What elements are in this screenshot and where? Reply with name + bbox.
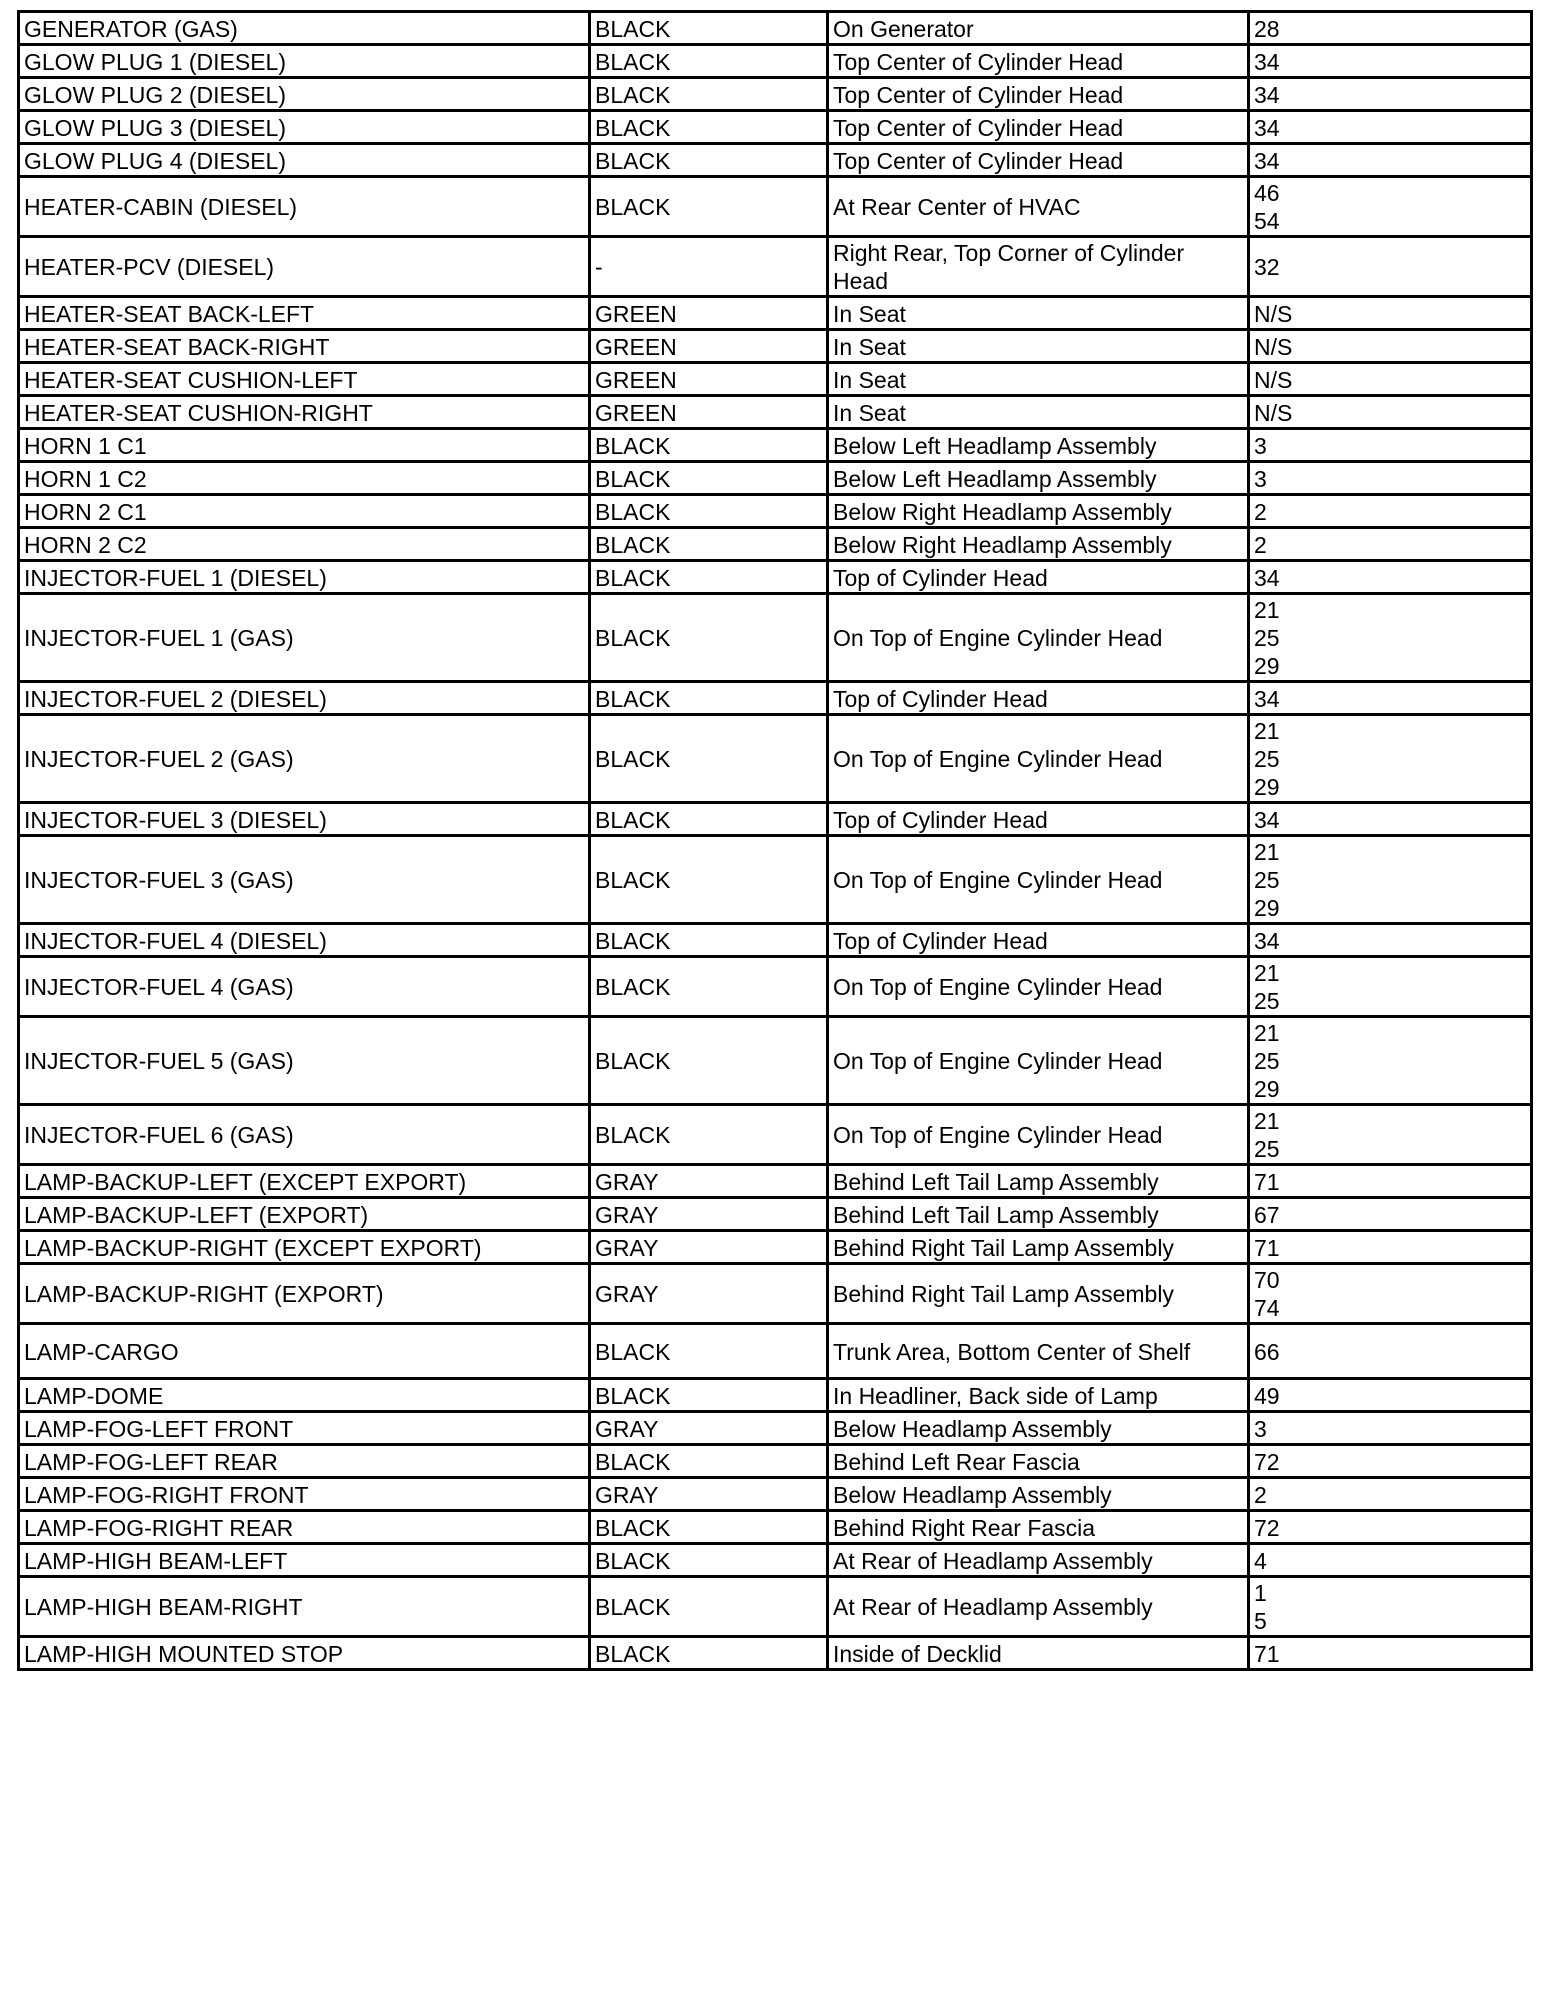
locator-cell <box>1249 12 1532 45</box>
locator-cell <box>1249 1511 1532 1544</box>
locator-cell <box>1249 45 1532 78</box>
connector-color-cell: BLACK <box>590 1544 828 1577</box>
table-row <box>19 462 1532 495</box>
component-cell: INJECTOR-FUEL 3 (DIESEL) <box>19 803 590 836</box>
table-row <box>19 12 1532 45</box>
connector-color-cell: GRAY <box>590 1165 828 1198</box>
location-cell: On Top of Engine Cylinder Head <box>828 1105 1249 1165</box>
connector-color-cell: BLACK <box>590 495 828 528</box>
location-cell: Top Center of Cylinder Head <box>828 144 1249 177</box>
component-cell: INJECTOR-FUEL 3 (GAS) <box>19 836 590 924</box>
locator-cell <box>1249 924 1532 957</box>
connector-color-cell: BLACK <box>590 1577 828 1637</box>
locator-value: 1 <box>1254 1580 1267 1606</box>
connector-color-cell: GREEN <box>590 396 828 429</box>
table-row <box>19 1198 1532 1231</box>
locator-value: 29 <box>1254 895 1280 921</box>
locator-value: 46 <box>1254 180 1280 206</box>
component-cell: GLOW PLUG 4 (DIESEL) <box>19 144 590 177</box>
table-row <box>19 111 1532 144</box>
connector-color-cell: BLACK <box>590 1637 828 1670</box>
location-cell: On Top of Engine Cylinder Head <box>828 836 1249 924</box>
table-row <box>19 1379 1532 1412</box>
locator-value: 34 <box>1254 81 1280 108</box>
location-cell: Below Headlamp Assembly <box>828 1478 1249 1511</box>
locator-value: 2 <box>1254 498 1267 525</box>
component-cell: GENERATOR (GAS) <box>19 12 590 45</box>
component-cell: HEATER-PCV (DIESEL) <box>19 237 590 297</box>
connector-color-cell: GRAY <box>590 1198 828 1231</box>
connector-color-cell: BLACK <box>590 682 828 715</box>
component-cell: INJECTOR-FUEL 2 (GAS) <box>19 715 590 803</box>
location-cell: Right Rear, Top Corner of Cylinder Head <box>828 237 1249 297</box>
locator-cell <box>1249 111 1532 144</box>
connector-location-table <box>17 10 1533 1671</box>
component-cell: INJECTOR-FUEL 1 (DIESEL) <box>19 561 590 594</box>
locator-cell <box>1249 1544 1532 1577</box>
component-cell: LAMP-FOG-LEFT REAR <box>19 1445 590 1478</box>
connector-color-cell: BLACK <box>590 1105 828 1165</box>
connector-color-cell: GRAY <box>590 1264 828 1324</box>
connector-color-cell: BLACK <box>590 462 828 495</box>
locator-cell <box>1249 528 1532 561</box>
component-cell: INJECTOR-FUEL 1 (GAS) <box>19 594 590 682</box>
component-cell: LAMP-CARGO <box>19 1324 590 1379</box>
table-row <box>19 836 1532 924</box>
locator-cell <box>1249 1231 1532 1264</box>
locator-cell <box>1249 715 1532 803</box>
component-cell: LAMP-FOG-LEFT FRONT <box>19 1412 590 1445</box>
locator-cell <box>1249 1264 1532 1324</box>
locator-value: 34 <box>1254 564 1280 591</box>
locator-value: 21 <box>1254 1020 1280 1046</box>
table-row <box>19 924 1532 957</box>
table-row <box>19 1264 1532 1324</box>
connector-color-cell: BLACK <box>590 803 828 836</box>
location-cell: At Rear Center of HVAC <box>828 177 1249 237</box>
connector-color-cell: BLACK <box>590 1511 828 1544</box>
locator-cell <box>1249 1412 1532 1445</box>
component-cell: INJECTOR-FUEL 4 (GAS) <box>19 957 590 1017</box>
connector-color-cell: BLACK <box>590 144 828 177</box>
locator-value: 5 <box>1254 1608 1267 1634</box>
locator-cell <box>1249 1165 1532 1198</box>
locator-value: 29 <box>1254 653 1280 679</box>
location-cell: Top Center of Cylinder Head <box>828 45 1249 78</box>
component-cell: LAMP-HIGH MOUNTED STOP <box>19 1637 590 1670</box>
table-row <box>19 297 1532 330</box>
table-row <box>19 957 1532 1017</box>
component-cell: GLOW PLUG 3 (DIESEL) <box>19 111 590 144</box>
locator-value: 21 <box>1254 960 1280 986</box>
connector-color-cell: - <box>590 237 828 297</box>
table-row <box>19 45 1532 78</box>
connector-color-cell: GREEN <box>590 363 828 396</box>
component-cell: HEATER-SEAT BACK-LEFT <box>19 297 590 330</box>
table-row <box>19 363 1532 396</box>
table-row <box>19 1544 1532 1577</box>
connector-color-cell: GRAY <box>590 1412 828 1445</box>
locator-cell <box>1249 594 1532 682</box>
location-cell: In Seat <box>828 330 1249 363</box>
table-row <box>19 1324 1532 1379</box>
locator-value: 2 <box>1254 1481 1267 1508</box>
component-cell: LAMP-HIGH BEAM-RIGHT <box>19 1577 590 1637</box>
component-cell: HORN 1 C2 <box>19 462 590 495</box>
table-row <box>19 1017 1532 1105</box>
locator-value: 25 <box>1254 867 1280 893</box>
locator-cell <box>1249 462 1532 495</box>
locator-cell <box>1249 495 1532 528</box>
locator-value: 49 <box>1254 1382 1280 1409</box>
locator-value: 66 <box>1254 1338 1280 1365</box>
location-cell: Behind Left Rear Fascia <box>828 1445 1249 1478</box>
locator-value: 29 <box>1254 1076 1280 1102</box>
connector-color-cell: BLACK <box>590 594 828 682</box>
connector-color-cell: BLACK <box>590 1379 828 1412</box>
connector-color-cell: BLACK <box>590 528 828 561</box>
locator-value: 34 <box>1254 927 1280 954</box>
locator-cell <box>1249 396 1532 429</box>
location-cell: Below Left Headlamp Assembly <box>828 429 1249 462</box>
connector-color-cell: GRAY <box>590 1478 828 1511</box>
location-cell: Top Center of Cylinder Head <box>828 78 1249 111</box>
location-cell: On Generator <box>828 12 1249 45</box>
locator-value: 21 <box>1254 597 1280 623</box>
locator-value: N/S <box>1254 300 1293 327</box>
locator-value: 21 <box>1254 718 1280 744</box>
locator-cell <box>1249 237 1532 297</box>
table-row <box>19 177 1532 237</box>
location-cell: In Seat <box>828 363 1249 396</box>
locator-value: 70 <box>1254 1267 1280 1293</box>
table-row <box>19 1231 1532 1264</box>
component-cell: HORN 2 C1 <box>19 495 590 528</box>
connector-color-cell: GREEN <box>590 330 828 363</box>
locator-cell <box>1249 297 1532 330</box>
table-row <box>19 1511 1532 1544</box>
connector-color-cell: BLACK <box>590 715 828 803</box>
component-cell: GLOW PLUG 1 (DIESEL) <box>19 45 590 78</box>
table-row <box>19 330 1532 363</box>
locator-value: 34 <box>1254 48 1280 75</box>
location-cell: At Rear of Headlamp Assembly <box>828 1544 1249 1577</box>
locator-value: 71 <box>1254 1168 1280 1195</box>
locator-cell <box>1249 429 1532 462</box>
locator-value: 74 <box>1254 1295 1280 1321</box>
table-row <box>19 594 1532 682</box>
table-body <box>19 12 1532 1670</box>
component-cell: INJECTOR-FUEL 6 (GAS) <box>19 1105 590 1165</box>
locator-cell <box>1249 363 1532 396</box>
table-row <box>19 1637 1532 1670</box>
component-cell: HORN 1 C1 <box>19 429 590 462</box>
locator-value: 25 <box>1254 1048 1280 1074</box>
locator-value: 28 <box>1254 15 1280 42</box>
locator-value: 72 <box>1254 1514 1280 1541</box>
locator-value: 34 <box>1254 114 1280 141</box>
component-cell: LAMP-HIGH BEAM-LEFT <box>19 1544 590 1577</box>
locator-value: 29 <box>1254 774 1280 800</box>
locator-value: 32 <box>1254 254 1280 280</box>
component-cell: INJECTOR-FUEL 2 (DIESEL) <box>19 682 590 715</box>
table-row <box>19 715 1532 803</box>
location-cell: Below Headlamp Assembly <box>828 1412 1249 1445</box>
locator-value: 25 <box>1254 988 1280 1014</box>
locator-cell <box>1249 1324 1532 1379</box>
table-row <box>19 1105 1532 1165</box>
component-cell: INJECTOR-FUEL 5 (GAS) <box>19 1017 590 1105</box>
locator-value: 25 <box>1254 1136 1280 1162</box>
locator-value: 71 <box>1254 1640 1280 1667</box>
component-cell: HEATER-SEAT CUSHION-RIGHT <box>19 396 590 429</box>
location-cell: Top Center of Cylinder Head <box>828 111 1249 144</box>
location-cell: In Seat <box>828 396 1249 429</box>
location-cell: On Top of Engine Cylinder Head <box>828 1017 1249 1105</box>
component-cell: LAMP-BACKUP-RIGHT (EXPORT) <box>19 1264 590 1324</box>
location-cell: Below Right Headlamp Assembly <box>828 495 1249 528</box>
table-row <box>19 1165 1532 1198</box>
location-cell: Behind Right Tail Lamp Assembly <box>828 1264 1249 1324</box>
table-row <box>19 561 1532 594</box>
location-cell: Behind Left Tail Lamp Assembly <box>828 1198 1249 1231</box>
location-cell: In Seat <box>828 297 1249 330</box>
locator-value: 3 <box>1254 432 1267 459</box>
locator-cell <box>1249 561 1532 594</box>
component-cell: INJECTOR-FUEL 4 (DIESEL) <box>19 924 590 957</box>
component-cell: HEATER-SEAT BACK-RIGHT <box>19 330 590 363</box>
table-row <box>19 144 1532 177</box>
location-cell: Top of Cylinder Head <box>828 924 1249 957</box>
connector-color-cell: BLACK <box>590 12 828 45</box>
location-cell: Trunk Area, Bottom Center of Shelf <box>828 1324 1249 1379</box>
locator-cell <box>1249 1379 1532 1412</box>
connector-color-cell: BLACK <box>590 924 828 957</box>
locator-value: N/S <box>1254 333 1293 360</box>
location-cell: Top of Cylinder Head <box>828 682 1249 715</box>
locator-value: 21 <box>1254 839 1280 865</box>
location-cell: On Top of Engine Cylinder Head <box>828 957 1249 1017</box>
locator-cell <box>1249 330 1532 363</box>
component-cell: HEATER-CABIN (DIESEL) <box>19 177 590 237</box>
locator-value: 71 <box>1254 1234 1280 1261</box>
locator-cell <box>1249 1445 1532 1478</box>
connector-color-cell: GRAY <box>590 1231 828 1264</box>
locator-cell <box>1249 836 1532 924</box>
connector-color-cell: BLACK <box>590 78 828 111</box>
component-cell: LAMP-DOME <box>19 1379 590 1412</box>
location-cell: Behind Right Tail Lamp Assembly <box>828 1231 1249 1264</box>
component-cell: GLOW PLUG 2 (DIESEL) <box>19 78 590 111</box>
component-cell: HORN 2 C2 <box>19 528 590 561</box>
location-cell: On Top of Engine Cylinder Head <box>828 715 1249 803</box>
component-cell: LAMP-BACKUP-LEFT (EXCEPT EXPORT) <box>19 1165 590 1198</box>
location-cell: In Headliner, Back side of Lamp <box>828 1379 1249 1412</box>
table-row <box>19 1577 1532 1637</box>
location-cell: Top of Cylinder Head <box>828 803 1249 836</box>
table-row <box>19 429 1532 462</box>
location-cell: Top of Cylinder Head <box>828 561 1249 594</box>
locator-cell <box>1249 144 1532 177</box>
locator-value: 34 <box>1254 685 1280 712</box>
table-row <box>19 396 1532 429</box>
connector-color-cell: BLACK <box>590 957 828 1017</box>
location-cell: Behind Right Rear Fascia <box>828 1511 1249 1544</box>
location-cell: At Rear of Headlamp Assembly <box>828 1577 1249 1637</box>
locator-cell <box>1249 1478 1532 1511</box>
locator-value: 2 <box>1254 531 1267 558</box>
connector-color-cell: BLACK <box>590 561 828 594</box>
table-row <box>19 78 1532 111</box>
component-cell: LAMP-FOG-RIGHT REAR <box>19 1511 590 1544</box>
connector-color-cell: BLACK <box>590 45 828 78</box>
locator-value: 54 <box>1254 208 1280 234</box>
locator-cell <box>1249 1637 1532 1670</box>
locator-value: 67 <box>1254 1201 1280 1228</box>
location-cell: Inside of Decklid <box>828 1637 1249 1670</box>
connector-color-cell: BLACK <box>590 1017 828 1105</box>
connector-color-cell: BLACK <box>590 177 828 237</box>
locator-value: 72 <box>1254 1448 1280 1475</box>
table-row <box>19 1412 1532 1445</box>
component-cell: LAMP-BACKUP-RIGHT (EXCEPT EXPORT) <box>19 1231 590 1264</box>
table-row <box>19 528 1532 561</box>
locator-cell <box>1249 1105 1532 1165</box>
locator-value: 34 <box>1254 806 1280 833</box>
table-row <box>19 237 1532 297</box>
location-cell: Behind Left Tail Lamp Assembly <box>828 1165 1249 1198</box>
table-row <box>19 1478 1532 1511</box>
locator-value: N/S <box>1254 399 1293 426</box>
locator-cell <box>1249 1198 1532 1231</box>
locator-value: 4 <box>1254 1547 1267 1574</box>
locator-cell <box>1249 803 1532 836</box>
locator-value: 21 <box>1254 1108 1280 1134</box>
locator-cell <box>1249 177 1532 237</box>
location-cell: Below Left Headlamp Assembly <box>828 462 1249 495</box>
locator-value: 25 <box>1254 746 1280 772</box>
connector-color-cell: BLACK <box>590 1445 828 1478</box>
locator-cell <box>1249 1577 1532 1637</box>
table-row <box>19 682 1532 715</box>
connector-color-cell: BLACK <box>590 111 828 144</box>
locator-value: 3 <box>1254 1415 1267 1442</box>
locator-value: 34 <box>1254 147 1280 174</box>
location-cell: Below Right Headlamp Assembly <box>828 528 1249 561</box>
locator-cell <box>1249 957 1532 1017</box>
locator-value: N/S <box>1254 366 1293 393</box>
connector-color-cell: BLACK <box>590 429 828 462</box>
table-row <box>19 495 1532 528</box>
locator-cell <box>1249 682 1532 715</box>
locator-value: 3 <box>1254 465 1267 492</box>
connector-color-cell: BLACK <box>590 836 828 924</box>
component-cell: LAMP-BACKUP-LEFT (EXPORT) <box>19 1198 590 1231</box>
locator-value: 25 <box>1254 625 1280 651</box>
table-row <box>19 1445 1532 1478</box>
table-row <box>19 803 1532 836</box>
locator-cell <box>1249 1017 1532 1105</box>
connector-color-cell: BLACK <box>590 1324 828 1379</box>
component-cell: LAMP-FOG-RIGHT FRONT <box>19 1478 590 1511</box>
location-cell: On Top of Engine Cylinder Head <box>828 594 1249 682</box>
component-cell: HEATER-SEAT CUSHION-LEFT <box>19 363 590 396</box>
locator-cell <box>1249 78 1532 111</box>
connector-color-cell: GREEN <box>590 297 828 330</box>
